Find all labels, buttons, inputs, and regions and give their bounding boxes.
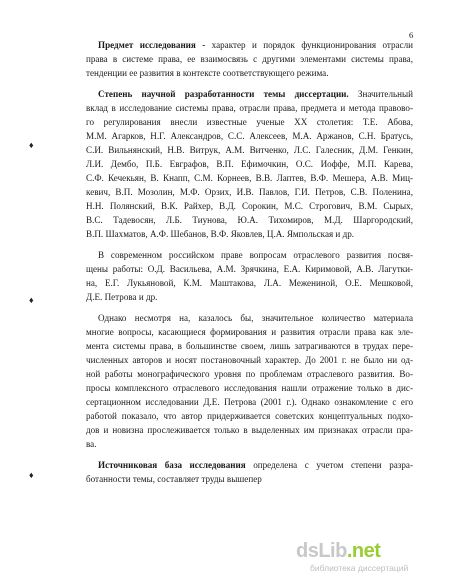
side-mark: ♦ (29, 295, 34, 305)
text-line (86, 367, 413, 381)
line-text: ной работы монографического уровня по проблемам отраслевого развития. Во- (86, 369, 413, 379)
line-text: дов и новизна прослеживается только в выделенных им признаках отрасли пра- (86, 425, 413, 435)
paragraph (86, 311, 413, 451)
line-text: Значительный (348, 89, 413, 99)
line-text: щены работы: О.Д. Васильева, А.М. Зрячкина, Е.А. Киримовой, А.В. Лагутки- (86, 264, 413, 274)
line-text: тенденции ее развития в контексте соответствующего режима. (86, 68, 329, 78)
paragraph (86, 38, 413, 80)
text-line (86, 353, 413, 367)
line-text: численных авторов и носят постановочный характер. До 2001 г. не было ни од- (86, 355, 413, 365)
text-line (86, 311, 413, 325)
text-line (86, 199, 413, 213)
line-text: ва. (86, 439, 97, 449)
watermark-logo (296, 540, 380, 563)
text-line (86, 409, 413, 423)
line-text: просы комплексного отраслевого исследования нашли отражение только в дис- (86, 383, 413, 393)
line-text: работой показало, что автор придерживается советских концептуальных подхо- (86, 411, 413, 421)
line-text: Д.Е. Петрова и др. (86, 292, 158, 302)
line-text: В.П. Шахматов, А.Ф. Шебанов, В.Ф. Яковлев, Ц.А. Ямпольская и др. (86, 229, 355, 239)
text-line (86, 339, 413, 353)
paragraph (86, 248, 413, 304)
text-line (86, 423, 413, 437)
text-line (86, 276, 413, 290)
text-line (86, 213, 413, 227)
line-text: С.Ф. Кечекьян, В. Кнапп, С.М. Корнеев, В.В. Лаптев, В.Ф. Мешера, А.В. Миц- (86, 173, 413, 183)
text-line (86, 437, 413, 451)
text-line (86, 87, 413, 101)
line-text: кевич, В.П. Мозолин, М.Ф. Орзих, И.В. Павлов, Г.И. Петров, С.В. Поленина, (86, 187, 413, 197)
line-text: сертационном исследовании Д.Е. Петрова (2001 г.). Однако ознакомление с его (86, 397, 413, 407)
line-text: С.И. Вильнянский, Н.В. Витрук, А.М. Витченко, Л.С. Галесник, Д.М. Генкин, (86, 145, 413, 155)
line-text: характер и порядок функционирования отрасли (205, 40, 413, 50)
line-text: го регулирования внесли известные ученые XX столетия: Т.Е. Абова, (86, 117, 413, 127)
text-line (86, 458, 413, 472)
text-line (86, 66, 413, 80)
bold-heading: Источниковая база исследования (98, 460, 246, 470)
line-text: Однако несмотря на, казалось бы, значительное количество материала (98, 313, 413, 323)
text-line (86, 143, 413, 157)
text-line (86, 381, 413, 395)
line-text: В.С. Тадевосян, Л.Б. Тиунова, Ю.А. Тихомиров, М.Д. Шаргородский, (86, 215, 413, 225)
text-line (86, 290, 413, 304)
bold-heading: Степень научной разработанности темы диссертации. (98, 89, 349, 99)
line-text: В современном российском праве вопросам отраслевого развития посвя- (98, 250, 413, 260)
text-line (86, 325, 413, 339)
paragraph (86, 458, 413, 486)
paragraph (86, 87, 413, 241)
watermark-logo-main: dsLib (296, 540, 347, 562)
line-text: ботанности темы, составляет труды вышепер (86, 474, 262, 484)
text-line (86, 101, 413, 115)
line-text: на, Е.Г. Лукьяновой, К.М. Маштакова, Л.А. Межениной, О.Е. Мешковой, (86, 278, 413, 288)
watermark-subtitle: библиотека диссертаций (310, 563, 409, 573)
text-line (86, 115, 413, 129)
line-text: определена с учетом степени разра- (245, 460, 413, 470)
text-line (86, 38, 413, 52)
text-line (86, 157, 413, 171)
line-text: мента системы права, в большинстве своем, лишь затрагиваются в трудах пере- (86, 341, 413, 351)
bold-heading: Предмет исследования - (98, 40, 206, 50)
document-body (86, 38, 413, 493)
text-line (86, 52, 413, 66)
text-line (86, 262, 413, 276)
text-line (86, 227, 413, 241)
line-text: Л.И. Дембо, П.Б. Евграфов, В.П. Ефимочкин, О.С. Иоффе, М.П. Карева, (86, 159, 413, 169)
line-text: права в системе права, ее взаимосвязь с другими элементами системы права, (86, 54, 413, 64)
page-number: 6 (409, 30, 414, 40)
watermark-logo-tld: .net (346, 540, 381, 562)
text-line (86, 171, 413, 185)
side-mark: ♦ (29, 140, 34, 150)
line-text: многие вопросы, касающиеся формирования и развития отрасли права как эле- (86, 327, 413, 337)
text-line (86, 129, 413, 143)
text-line (86, 472, 413, 486)
side-mark: ♦ (29, 470, 34, 480)
line-text: Н.Н. Полянский, В.К. Райхер, В.Д. Сорокин, М.С. Строгович, В.М. Сырых, (86, 201, 413, 211)
line-text: М.М. Агарков, Н.Г. Александров, С.С. Алексеев, М.А. Аржанов, С.Н. Братусь, (86, 131, 413, 141)
text-line (86, 395, 413, 409)
text-line (86, 185, 413, 199)
line-text: вклад в исследование системы права, отрасли права, предмета и метода правово- (86, 103, 413, 113)
text-line (86, 248, 413, 262)
